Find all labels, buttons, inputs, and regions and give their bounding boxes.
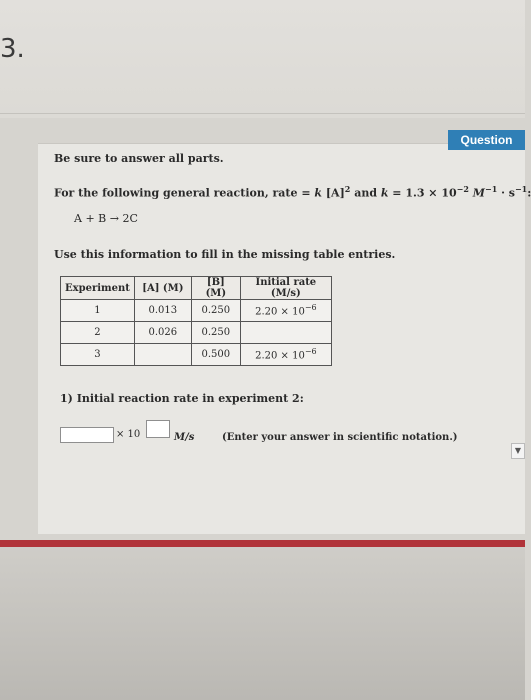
cell-b-conc: 0.500 [191, 344, 240, 366]
cell-rate [240, 300, 331, 322]
cell-a-conc [134, 344, 191, 366]
cell-a-conc: 0.013 [134, 300, 191, 322]
cell-experiment: 3 [61, 344, 135, 366]
divider [0, 113, 525, 114]
question-number: 3. [0, 34, 25, 64]
page-footer-area [0, 547, 525, 700]
cell-experiment: 1 [61, 300, 135, 322]
k-symbol: k [380, 186, 389, 200]
k-unit-m: M [472, 186, 485, 200]
exponent-input[interactable] [146, 420, 170, 438]
page-background [0, 0, 525, 118]
mantissa-input[interactable] [60, 427, 114, 443]
header-a-conc: [A] (M) [134, 277, 191, 300]
table-header-row [61, 277, 332, 300]
part1-answer-row [60, 420, 520, 450]
rate-law-statement [54, 184, 531, 200]
cell-b-conc: 0.250 [191, 300, 240, 322]
k-label-pre: and [350, 186, 381, 200]
rate-law-prefix: For the following general reaction, rate = [54, 186, 315, 200]
rate-data-table [60, 276, 332, 366]
k-exponent: −2 [456, 184, 469, 194]
instruction-text: Be sure to answer all parts. [54, 152, 224, 165]
k-value: = 1.3 × 10 [388, 186, 457, 200]
table-instruction: Use this information to fill in the missing table entries. [54, 248, 396, 261]
header-experiment: Experiment [61, 277, 135, 300]
header-b-conc: [B] (M) [191, 277, 240, 300]
scientific-notation-hint: (Enter your answer in scientific notation.) [222, 432, 458, 443]
question-tab[interactable]: Question [448, 130, 525, 150]
cell-rate [240, 344, 331, 366]
k-unit-dot: · [497, 186, 509, 200]
chemical-equation: A + B → 2C [74, 212, 138, 225]
rate-exponent: 2 [344, 184, 351, 194]
rate-exp: −6 [304, 347, 317, 357]
rate-k: k [314, 186, 322, 200]
cell-a-conc: 0.026 [134, 322, 191, 344]
header-initial-rate: Initial rate (M/s) [240, 277, 331, 300]
question-panel [38, 143, 531, 534]
part1-prompt: 1) Initial reaction rate in experiment 2: [60, 392, 304, 405]
rate-base: 2.20 × 10 [255, 350, 305, 362]
k-unit-s: s [508, 186, 515, 200]
table-row [61, 322, 332, 344]
units-label: M/s [174, 432, 195, 443]
rate-exp: −6 [304, 303, 317, 313]
rate-law-species: [A] [322, 186, 345, 200]
rate-base: 2.20 × 10 [255, 306, 305, 318]
accent-bar [0, 540, 525, 547]
table-row [61, 344, 332, 366]
k-unit-m-exp: −1 [484, 184, 498, 194]
cell-b-conc: 0.250 [191, 322, 240, 344]
times-ten-label: × 10 [116, 429, 141, 440]
chevron-down-icon[interactable]: ▼ [511, 443, 525, 459]
k-unit-s-exp: −1 [514, 184, 528, 194]
table-row [61, 300, 332, 322]
k-end: : [527, 186, 531, 200]
cell-rate [240, 322, 331, 344]
cell-experiment: 2 [61, 322, 135, 344]
